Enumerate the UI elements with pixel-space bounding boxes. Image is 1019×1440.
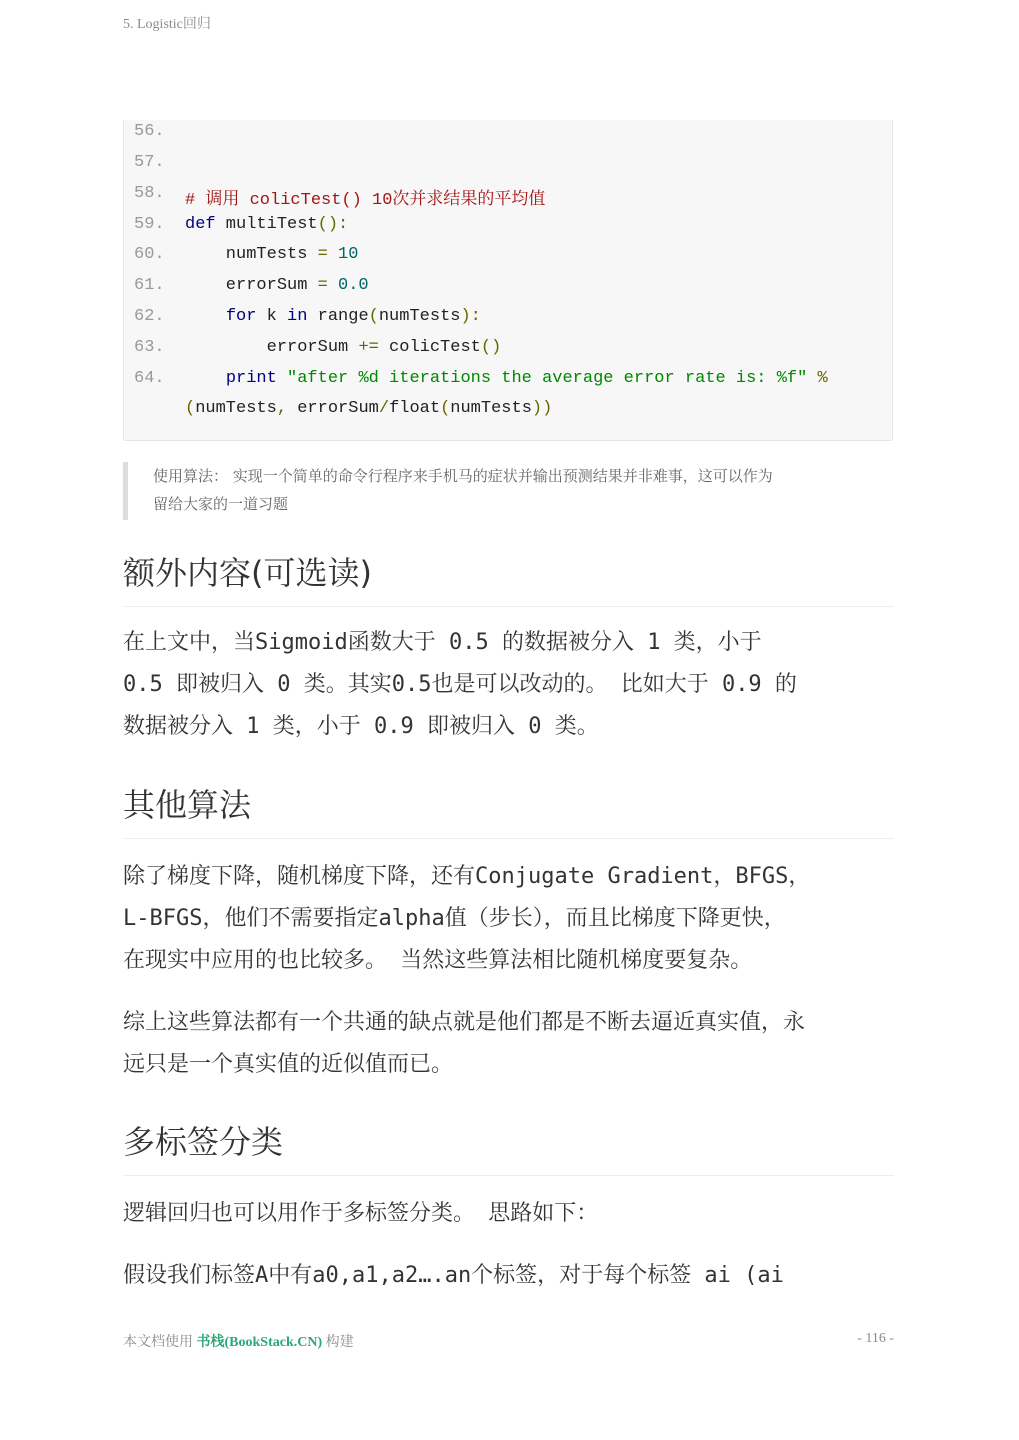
code-token: # 调用 colicTest() 10次并求结果的平均值 [185,191,546,210]
code-token: "after %d iterations the average error rate is: %f" [287,369,808,388]
code-token: = [317,245,328,264]
heading-other-algorithms: 其他算法 [123,780,894,839]
line-number: 59. [134,215,165,234]
footer-credit [123,1331,354,1351]
running-header: 5. Logistic回归 [123,17,211,32]
note-line: 使用算法： 实现一个简单的命令行程序来手机马的症状并输出预测结果并非难事，这可以作为 [153,467,773,485]
text-line: 综上这些算法都有一个共通的缺点就是他们都是不断去逼近真实值，永 [123,1010,806,1035]
code-token: numTests [195,399,277,418]
line-number: 62. [134,307,165,326]
code-token: ( [440,399,451,418]
code-token: multiTest [215,215,318,234]
line-number: 60. [134,245,165,264]
code-token: 0.0 [338,276,369,295]
paragraph-multilabel-intro [123,1193,894,1235]
heading-extra-content: 额外内容(可选读) [123,548,894,607]
code-text [185,276,369,295]
paragraph-other-algorithms [123,856,894,982]
code-text [185,338,501,357]
code-token: def [185,215,216,234]
code-token: colicTest [378,338,481,357]
line-number: 64. [134,369,165,388]
code-token: (): [317,215,349,234]
code-text [185,369,828,388]
code-token [328,245,338,264]
text-line: 在现实中应用的也比较多。 当然这些算法相比随机梯度要复杂。 [123,948,753,973]
code-token [328,276,338,295]
text-line: L-BFGS，他们不需要指定alpha值（步长），而且比梯度下降更快， [123,906,786,931]
code-block [123,120,893,441]
code-token: in [287,307,308,326]
code-token: ( [368,307,379,326]
code-token: += [358,338,379,357]
paragraph-extra [123,622,894,748]
code-token: k [256,307,288,326]
paragraph-summary [123,1002,894,1086]
line-number: 61. [134,276,165,295]
footer-prefix: 本文档使用 [123,1335,197,1350]
code-text [185,184,545,210]
code-token: numTests [185,245,318,264]
code-text [185,245,358,264]
code-text [185,399,552,418]
code-token: range [307,307,369,326]
code-text [185,307,481,326]
text-line: 假设我们标签A中有a0,a1,a2….an个标签，对于每个标签 ai (ai [123,1263,784,1288]
page-number: - 116 - [857,1331,894,1346]
text-line: 0.5 即被归入 0 类。其实0.5也是可以改动的。 比如大于 0.9 的 [123,672,797,697]
code-token: = [317,276,328,295]
code-token: print [225,369,277,388]
footer-suffix: 构建 [322,1335,354,1350]
code-token: % [807,369,828,388]
code-token [185,369,226,388]
text-line: 逻辑回归也可以用作于多标签分类。 思路如下： [123,1201,599,1226]
text-line: 除了梯度下降，随机梯度下降，还有Conjugate Gradient，BFGS， [123,864,811,889]
code-token: )) [531,399,553,418]
code-text [185,215,348,234]
code-token: 10 [338,245,359,264]
code-token: errorSum [185,276,318,295]
line-number: 56. [134,122,165,141]
code-token: ): [460,307,481,326]
line-number: 63. [134,338,165,357]
code-token: numTests [450,399,532,418]
code-token: for [225,307,257,326]
code-token: errorSum [185,338,359,357]
text-line: 远只是一个真实值的近似值而已。 [123,1052,454,1077]
code-token [277,369,287,388]
note-line: 留给大家的一道习题 [153,495,289,513]
paragraph-multilabel-assumption [123,1255,894,1297]
code-token: () [480,338,502,357]
note-blockquote [123,462,893,520]
code-token: errorSum [287,399,379,418]
heading-multilabel: 多标签分类 [123,1117,894,1176]
bookstack-link[interactable]: 书栈(BookStack.CN) [196,1335,323,1350]
text-line: 在上文中，当Sigmoid函数大于 0.5 的数据被分入 1 类，小于 [123,630,762,655]
code-token: float [389,399,441,418]
line-number: 58. [134,184,165,203]
text-line: 数据被分入 1 类，小于 0.9 即被归入 0 类。 [123,714,599,739]
code-token: , [276,399,288,418]
code-token: / [378,399,390,418]
code-token [185,307,226,326]
line-number: 57. [134,153,165,172]
code-token: ( [185,399,196,418]
code-token: numTests [378,307,461,326]
